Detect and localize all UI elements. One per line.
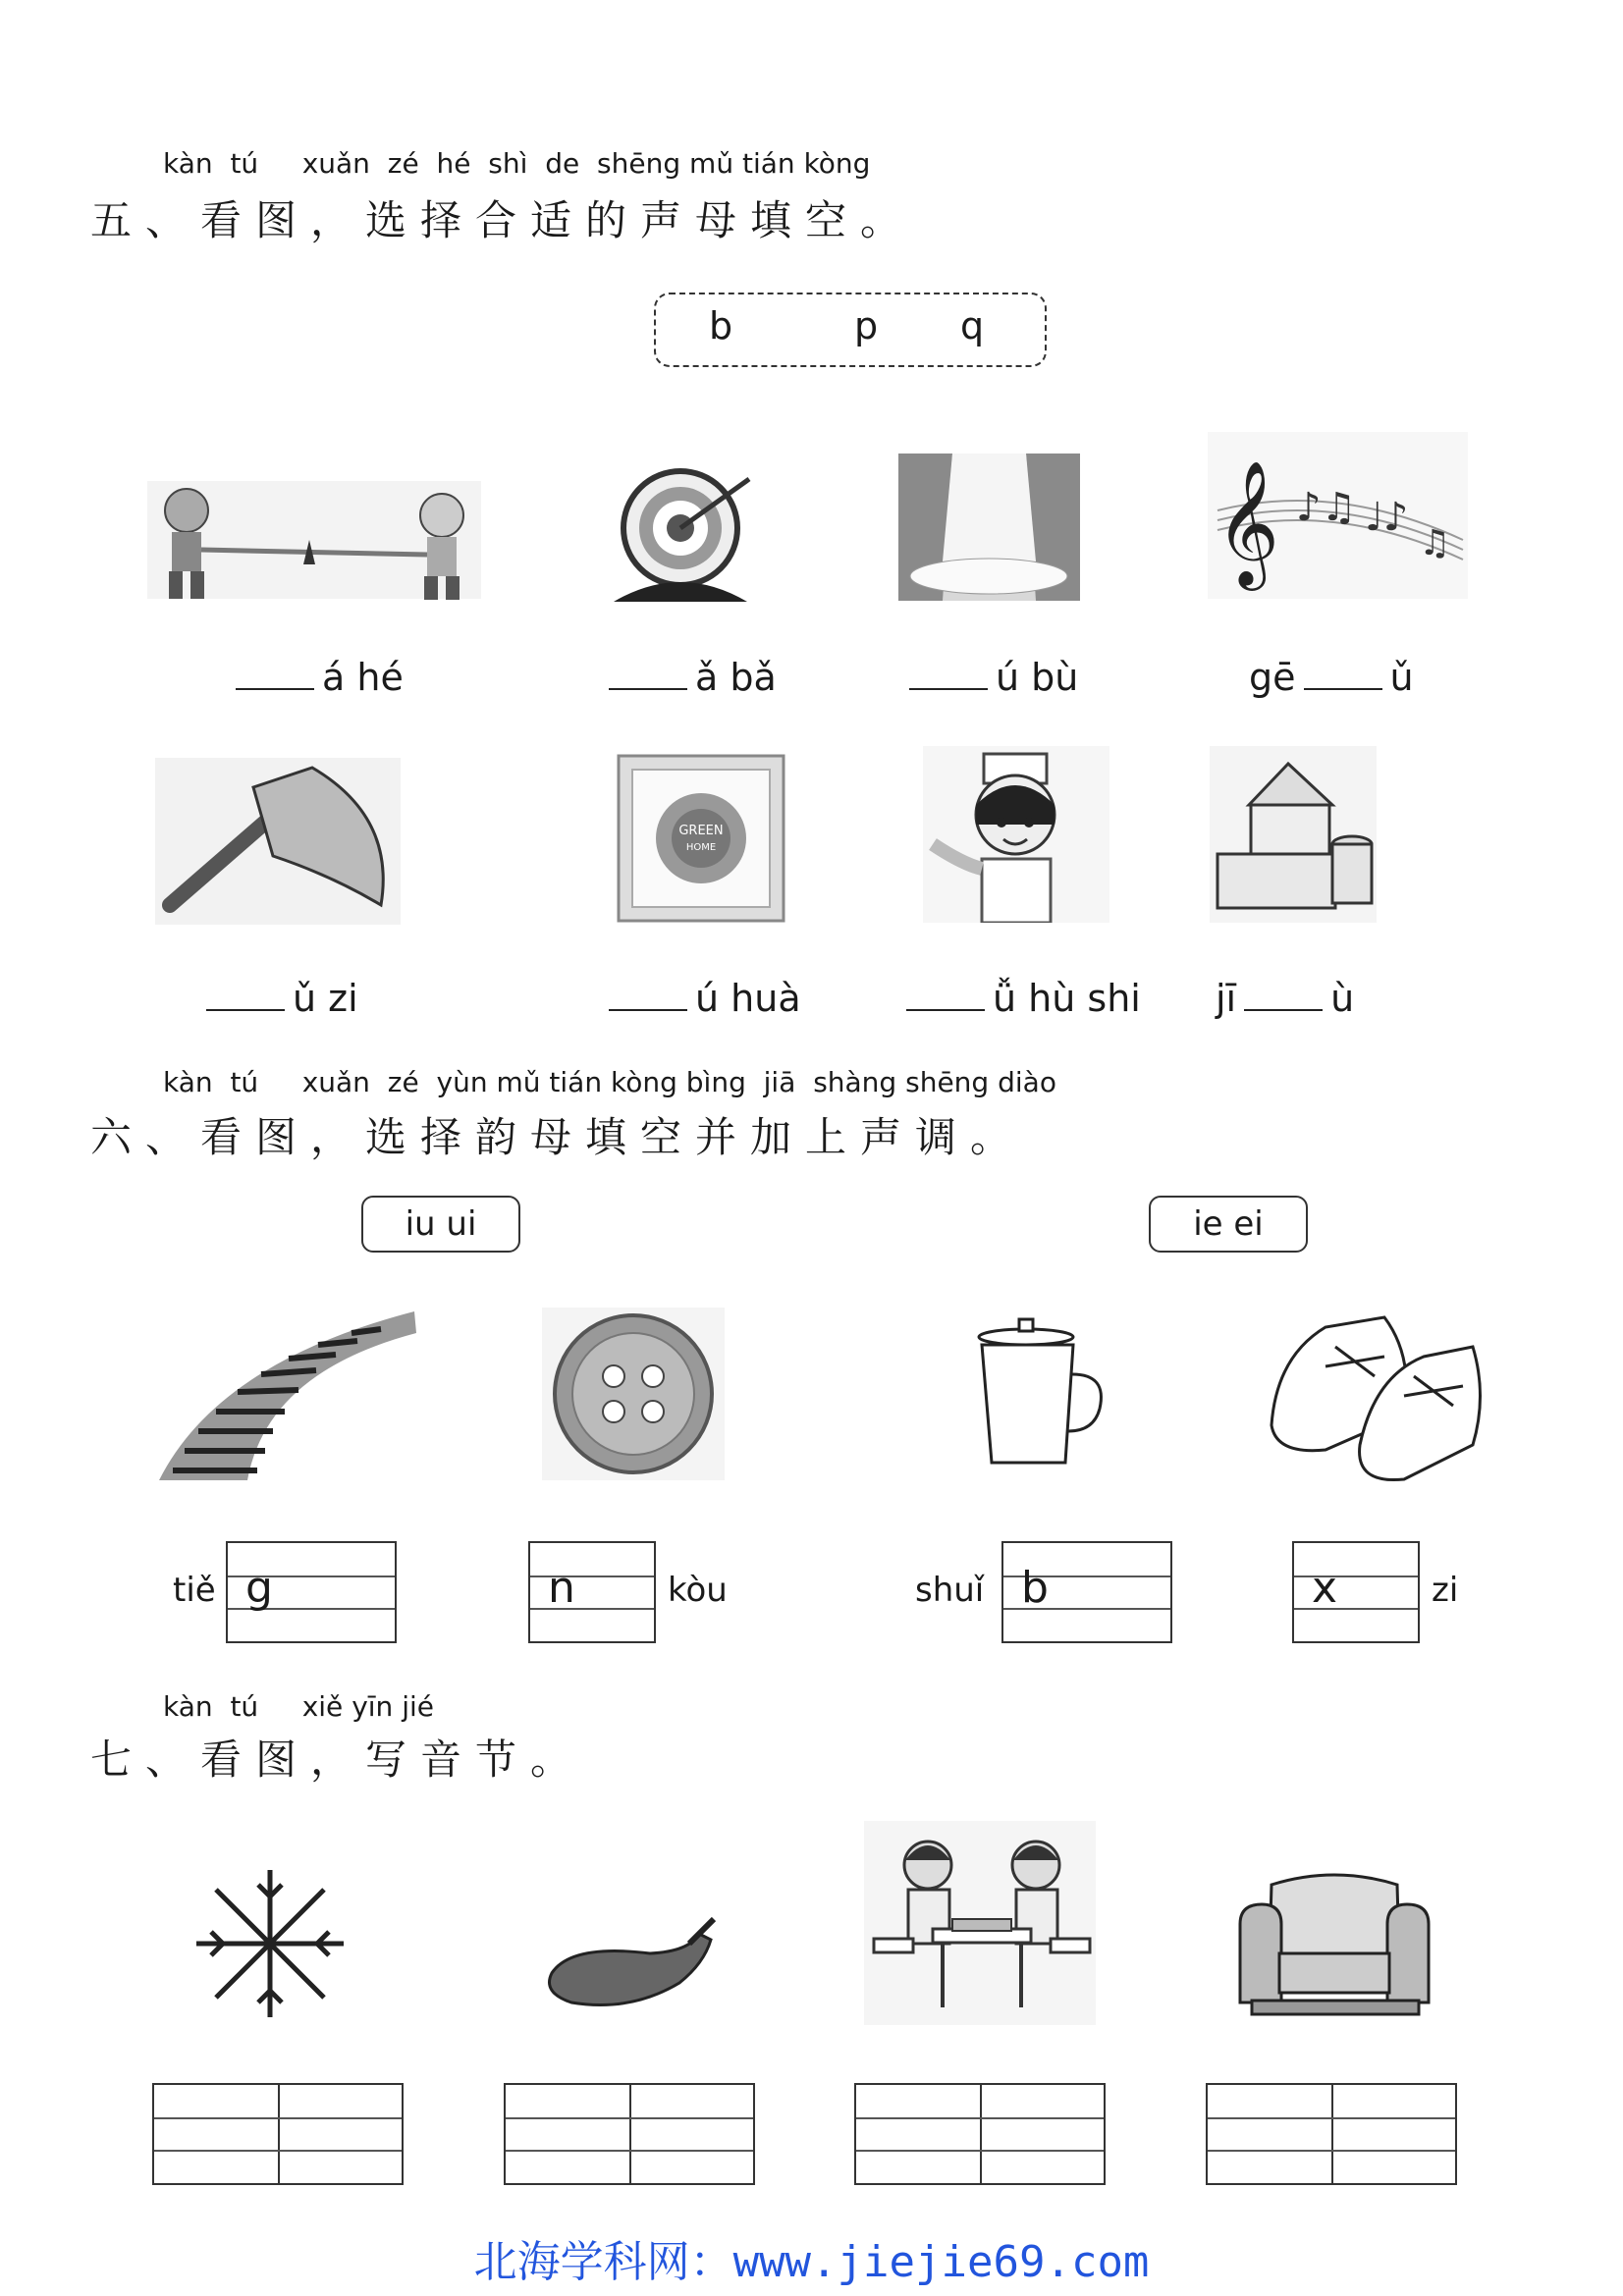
s5-item-3: ú bù (901, 656, 1078, 699)
footer-watermark: 北海学科网：www.jiejie69.com (473, 2237, 1150, 2287)
boys-playing-chess-picture (864, 1821, 1096, 2025)
s7-pinyin: kàn tú xiě yīn jié (163, 1690, 434, 1723)
s7-title: 七、看图，写音节。 (90, 1735, 586, 1784)
railway-track-picture (159, 1304, 416, 1482)
s6-item-3-box[interactable]: b (1001, 1541, 1172, 1643)
blank-input[interactable] (609, 978, 687, 1011)
s5-item-1: á hé (228, 656, 404, 699)
s5-item-4: gē ǔ (1249, 656, 1414, 699)
picture-frame-picture (617, 754, 785, 923)
button-picture (542, 1308, 725, 1480)
svg-text:♩♪: ♩♪ (1365, 495, 1409, 540)
s5-item-8: jī ù (1216, 977, 1355, 1020)
s5-item-7: ǚ hù shi (898, 977, 1141, 1020)
s5-option-b: b (709, 304, 733, 347)
blank-input[interactable] (609, 657, 687, 690)
blank-input[interactable] (1304, 657, 1382, 690)
s5-item-5: ǔ zi (198, 977, 358, 1020)
blank-input[interactable] (906, 978, 985, 1011)
target-picture (614, 459, 761, 607)
s6-options-right: ie ei (1149, 1196, 1308, 1253)
s6-item-3-before: shuǐ (915, 1571, 985, 1610)
s6-pinyin: kàn tú xuǎn zé yùn mǔ tián kòng bìng jiā shàng shēng diào (163, 1066, 1056, 1098)
s5-pinyin: kàn tú xuǎn zé hé shì de shēng mǔ tián kòng (163, 147, 871, 180)
s5-item-6: ú huà (601, 977, 801, 1020)
blank-input[interactable] (236, 657, 314, 690)
s7-writing-grid-4[interactable] (1206, 2083, 1457, 2185)
s6-title: 六、看图，选择韵母填空并加上声调。 (90, 1113, 1026, 1161)
s5-item-2: ǎ bǎ (601, 656, 777, 699)
blank-input[interactable] (909, 657, 988, 690)
sofa-picture (1232, 1865, 1436, 2022)
s6-options-left: iu ui (361, 1196, 520, 1253)
s5-title: 五、看图，选择合适的声母填空。 (90, 196, 916, 244)
s6-item-4-box[interactable]: x (1292, 1541, 1420, 1643)
s6-item-1-box[interactable]: g (226, 1541, 397, 1643)
axe-picture (155, 758, 401, 925)
s6-item-1-before: tiě (173, 1571, 216, 1610)
s5-option-p: p (854, 304, 879, 347)
eggplant-picture (542, 1914, 719, 2012)
cup-picture (972, 1315, 1109, 1472)
s6-item-4-after: zi (1432, 1571, 1459, 1610)
s6-item-2-after: kòu (668, 1571, 728, 1610)
svg-text:♫: ♫ (1419, 523, 1451, 563)
shoes-picture (1267, 1298, 1483, 1484)
s7-writing-grid-3[interactable] (854, 2083, 1106, 2185)
svg-text:HOME: HOME (685, 842, 717, 853)
building-blocks-picture (1210, 746, 1377, 923)
s5-option-q: q (960, 304, 985, 347)
svg-text:♪♫: ♪♫ (1296, 485, 1357, 530)
s7-writing-grid-2[interactable] (504, 2083, 755, 2185)
blank-input[interactable] (1244, 978, 1323, 1011)
blank-input[interactable] (206, 978, 285, 1011)
nurse-picture (923, 746, 1109, 923)
svg-text:𝄞: 𝄞 (1216, 459, 1280, 585)
svg-text:GREEN: GREEN (678, 824, 724, 838)
snowflake-picture (187, 1865, 353, 2022)
s7-writing-grid-1[interactable] (152, 2083, 404, 2185)
tug-of-war-picture (147, 471, 481, 609)
waterfall-picture (898, 454, 1080, 601)
music-notes-picture (1208, 432, 1468, 599)
s6-item-2-box[interactable]: n (528, 1541, 656, 1643)
